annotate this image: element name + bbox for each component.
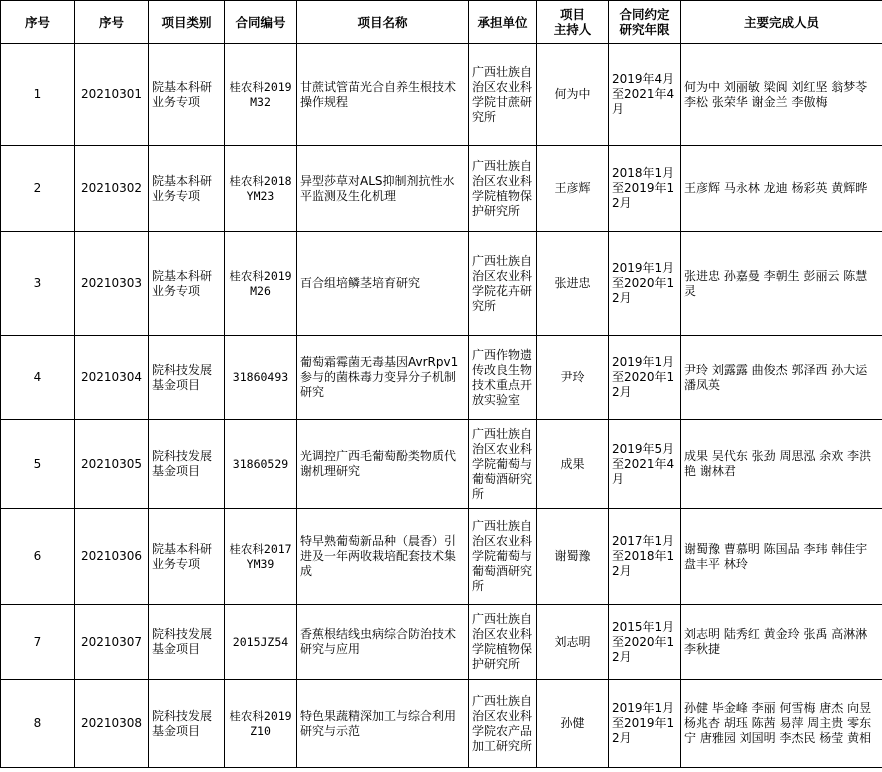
col-index-header: 序号 <box>1 1 75 44</box>
cell-code: 20210307 <box>75 605 149 680</box>
cell-index: 3 <box>1 232 75 336</box>
cell-index: 1 <box>1 44 75 146</box>
cell-period: 2015年1月至2020年12月 <box>609 605 681 680</box>
cell-host: 尹玲 <box>537 336 609 420</box>
cell-code: 20210305 <box>75 420 149 509</box>
cell-category: 院基本科研业务专项 <box>149 509 225 605</box>
cell-code: 20210303 <box>75 232 149 336</box>
cell-members: 孙健 毕金峰 李丽 何雪梅 唐杰 向昱 杨兆杏 胡珏 陈茜 易萍 周主贵 零东宁 唐雅园 刘国明 李杰民 杨莹 黄相 <box>681 680 882 768</box>
table-row <box>1 509 882 605</box>
cell-contract: 31860493 <box>225 336 297 420</box>
cell-index: 4 <box>1 336 75 420</box>
cell-unit: 广西壮族自治区农业科学院植物保护研究所 <box>469 605 537 680</box>
cell-unit: 广西壮族自治区农业科学院花卉研究所 <box>469 232 537 336</box>
cell-project-name: 甘蔗试管苗光合自养生根技术操作规程 <box>297 44 469 146</box>
col-code-header: 序号 <box>75 1 149 44</box>
cell-unit: 广西壮族自治区农业科学院甘蔗研究所 <box>469 44 537 146</box>
cell-unit: 广西壮族自治区农业科学院植物保护研究所 <box>469 146 537 232</box>
table-row <box>1 336 882 420</box>
cell-project-name: 特色果蔬精深加工与综合利用研究与示范 <box>297 680 469 768</box>
cell-contract: 2015JZ54 <box>225 605 297 680</box>
cell-host: 王彦辉 <box>537 146 609 232</box>
cell-project-name: 特早熟葡萄新品种（晨香）引进及一年两收栽培配套技术集成 <box>297 509 469 605</box>
cell-unit: 广西壮族自治区农业科学院葡萄与葡萄酒研究所 <box>469 420 537 509</box>
cell-unit: 广西壮族自治区农业科学院农产品加工研究所 <box>469 680 537 768</box>
table-row <box>1 420 882 509</box>
cell-code: 20210302 <box>75 146 149 232</box>
cell-unit: 广西作物遗传改良生物技术重点开放实验室 <box>469 336 537 420</box>
cell-host: 成果 <box>537 420 609 509</box>
col-members-header: 主要完成人员 <box>681 1 882 44</box>
cell-period: 2019年5月至2021年4月 <box>609 420 681 509</box>
cell-members: 尹玲 刘露露 曲俊杰 郭泽西 孙大运 潘凤英 <box>681 336 882 420</box>
cell-contract: 桂农科2018YM23 <box>225 146 297 232</box>
col-name-header: 项目名称 <box>297 1 469 44</box>
cell-members: 成果 吴代东 张劲 周思泓 余欢 李洪艳 谢林君 <box>681 420 882 509</box>
cell-host: 孙健 <box>537 680 609 768</box>
cell-index: 6 <box>1 509 75 605</box>
cell-project-name: 香蕉根结线虫病综合防治技术研究与应用 <box>297 605 469 680</box>
cell-index: 2 <box>1 146 75 232</box>
cell-category: 院科技发展基金项目 <box>149 680 225 768</box>
table-row <box>1 605 882 680</box>
cell-unit: 广西壮族自治区农业科学院葡萄与葡萄酒研究所 <box>469 509 537 605</box>
table-row <box>1 44 882 146</box>
col-period-header: 合同约定 研究年限 <box>609 1 681 44</box>
cell-contract: 31860529 <box>225 420 297 509</box>
header-row <box>1 1 882 44</box>
cell-host: 张进忠 <box>537 232 609 336</box>
cell-host: 刘志明 <box>537 605 609 680</box>
cell-contract: 桂农科2017YM39 <box>225 509 297 605</box>
cell-period: 2019年1月至2020年12月 <box>609 232 681 336</box>
col-contract-header: 合同编号 <box>225 1 297 44</box>
cell-period: 2017年1月至2018年12月 <box>609 509 681 605</box>
cell-category: 院基本科研业务专项 <box>149 232 225 336</box>
col-unit-header: 承担单位 <box>469 1 537 44</box>
col-host-header: 项目 主持人 <box>537 1 609 44</box>
table-row <box>1 232 882 336</box>
cell-category: 院基本科研业务专项 <box>149 44 225 146</box>
cell-host: 何为中 <box>537 44 609 146</box>
cell-code: 20210306 <box>75 509 149 605</box>
cell-period: 2019年4月至2021年4月 <box>609 44 681 146</box>
cell-members: 王彦辉 马永林 龙迪 杨彩英 黄辉晔 <box>681 146 882 232</box>
cell-category: 院基本科研业务专项 <box>149 146 225 232</box>
cell-members: 谢蜀豫 曹慕明 陈国品 李玮 韩佳宇 盘丰平 林玲 <box>681 509 882 605</box>
cell-host: 谢蜀豫 <box>537 509 609 605</box>
cell-project-name: 百合组培鳞茎培育研究 <box>297 232 469 336</box>
col-category-header: 项目类别 <box>149 1 225 44</box>
cell-project-name: 光调控广西毛葡萄酚类物质代谢机理研究 <box>297 420 469 509</box>
cell-category: 院科技发展基金项目 <box>149 336 225 420</box>
cell-period: 2018年1月至2019年12月 <box>609 146 681 232</box>
cell-index: 8 <box>1 680 75 768</box>
cell-members: 何为中 刘丽敏 梁阆 刘红坚 翁梦苓 李松 张荣华 谢金兰 李傲梅 <box>681 44 882 146</box>
cell-contract: 桂农科2019M32 <box>225 44 297 146</box>
cell-project-name: 异型莎草对ALS抑制剂抗性水平监测及生化机理 <box>297 146 469 232</box>
cell-contract: 桂农科2019M26 <box>225 232 297 336</box>
cell-code: 20210308 <box>75 680 149 768</box>
cell-category: 院科技发展基金项目 <box>149 420 225 509</box>
cell-code: 20210301 <box>75 44 149 146</box>
cell-category: 院科技发展基金项目 <box>149 605 225 680</box>
table-row <box>1 680 882 768</box>
table-body <box>1 44 882 768</box>
cell-index: 5 <box>1 420 75 509</box>
cell-index: 7 <box>1 605 75 680</box>
cell-period: 2019年1月至2019年12月 <box>609 680 681 768</box>
cell-project-name: 葡萄霜霉菌无毒基因AvrRpv1参与的菌株毒力变异分子机制研究 <box>297 336 469 420</box>
cell-period: 2019年1月至2020年12月 <box>609 336 681 420</box>
cell-members: 张进忠 孙嘉曼 李朝生 彭丽云 陈慧灵 <box>681 232 882 336</box>
cell-code: 20210304 <box>75 336 149 420</box>
cell-members: 刘志明 陆秀红 黄金玲 张禹 高淋淋 李秋捷 <box>681 605 882 680</box>
table-row <box>1 146 882 232</box>
cell-contract: 桂农科2019Z10 <box>225 680 297 768</box>
